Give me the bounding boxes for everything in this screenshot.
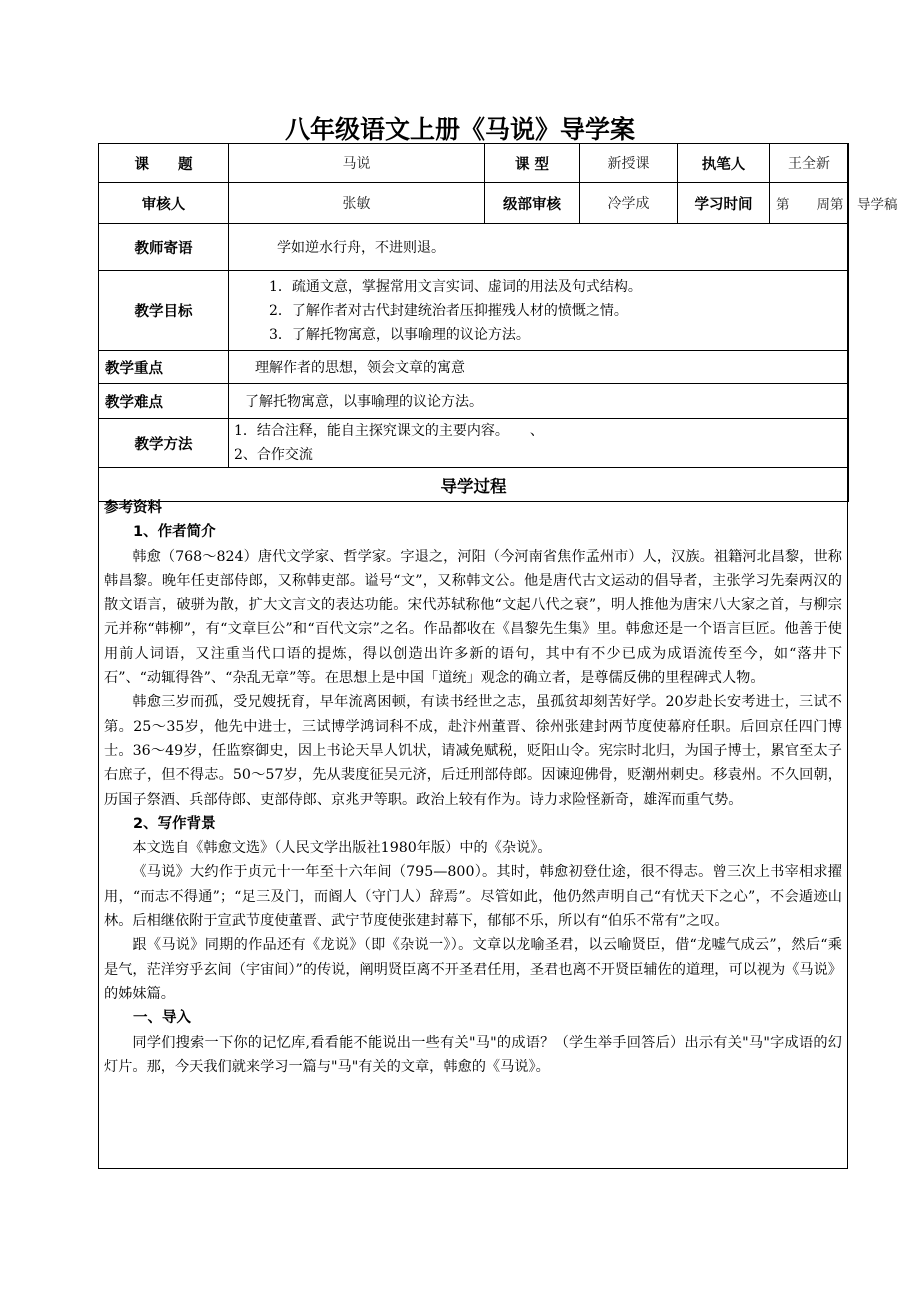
author-intro-paragraph: 韩愈三岁而孤，受兄嫂抚育，早年流离困顿，有读书经世之志，虽孤贫却刻苦好学。20岁赴长安考进士，三试不第。25～35岁，他先中进士，三试博学鸿词科不成，赴汴州董晋、徐州张建封两节度使幕府任职。后回京任四门博士。36～49岁，任监察御史，因上书论天旱人饥状，请减免赋税，贬阳山令。宪宗时北归，为国子博士，累官至太子右庶子，但不得志。50～57岁，先从裴度征吴元济，后迁刑部侍郎。因谏迎佛骨，贬潮州刺史。移袁州。不久回朝，历国子祭酒、兵部侍郎、吏部侍郎、京兆尹等职。政治上较有作为。诗力求险怪新奇，雄浑而重气势。 — [104, 694, 842, 808]
goals-label: 教学目标 — [99, 271, 229, 351]
method-item: 2、合作交流 — [234, 447, 313, 463]
page-title: 八年级语文上册《马说》导学案 — [284, 115, 635, 144]
motto-label: 教师寄语 — [99, 224, 229, 271]
difficulty-label: 教学难点 — [99, 384, 229, 419]
focus-value: 理解作者的思想，领会文章的寓意 — [229, 351, 849, 384]
background-paragraph: 本文选自《韩愈文选》（人民文学出版社1980年版）中的《杂说》。 — [132, 840, 552, 857]
difficulty-value: 了解托物寓意，以事喻理的议论方法。 — [229, 384, 849, 419]
goal-item: 1．疏通文意，掌握常用文言实词、虚词的用法及句式结构。 — [269, 278, 642, 295]
table-row — [99, 144, 849, 183]
reference-section — [104, 496, 842, 1079]
background-paragraph: 《马说》大约作于贞元十一年至十六年间（795—800）。其时，韩愈初登仕途，很不得志。曾三次上书宰相求擢用，“而志不得通”；“足三及门，而阍人（守门人）辞焉”。尽管如此，他仍然声明自己“有忧天下之心”，不会遁迹山林。后相继依附于宣武节度使董晋、武宁节度使张建封幕下，郁郁不乐，所以有“伯乐不常有”之叹。 — [104, 864, 842, 930]
dept-review-value: 冷学成 — [580, 183, 678, 224]
intro-heading: 一、导入 — [133, 1010, 191, 1027]
table-row — [99, 351, 849, 384]
type-label: 课 型 — [485, 144, 580, 183]
info-table — [98, 143, 898, 502]
methods-list — [229, 419, 849, 468]
goal-item: 2．了解作者对古代封建统治者压抑摧残人材的愤慨之情。 — [269, 302, 628, 319]
subject-label: 课 题 — [99, 144, 229, 183]
study-time-label: 学习时间 — [678, 183, 770, 224]
goals-list — [229, 271, 849, 351]
author-intro-heading: 1、作者简介 — [133, 524, 216, 541]
background-paragraph: 跟《马说》同期的作品还有《龙说》（即《杂说一》）。文章以龙喻圣君，以云喻贤臣，借“龙嘘气成云”，然后“乘是气，茫洋穷乎玄间（宇宙间）”的传说，阐明贤臣离不开圣君任用，圣君也离不开贤臣辅佐的道理，可以视为《马说》的姊妹篇。 — [104, 937, 842, 1002]
author-label: 执笔人 — [678, 144, 770, 183]
type-value: 新授课 — [580, 144, 678, 183]
table-row — [99, 271, 849, 351]
reference-heading: 参考资料 — [104, 500, 162, 516]
table-row — [99, 419, 849, 468]
table-row — [99, 384, 849, 419]
table-row — [99, 183, 849, 224]
process-heading: 导学过程 — [99, 468, 849, 502]
author-intro-paragraph: 韩愈（768～824）唐代文学家、哲学家。字退之，河阳（今河南省焦作孟州市）人，汉族。祖籍河北昌黎，世称韩昌黎。晚年任吏部侍郎，又称韩吏部。谥号“文”，又称韩文公。他是唐代古文运动的倡导者，主张学习先秦两汉的散文语言，破骈为散，扩大文言文的表达功能。宋代苏轼称他“文起八代之衰”，明人推他为唐宋八大家之首，与柳宗元并称“韩柳”，有“文章巨公”和“百代文宗”之名。作品都收在《昌黎先生集》里。韩愈还是一个语言巨匠。他善于使用前人词语，又注重当代口语的提炼，得以创造出许多新的语句，其中有不少已成为成语流传至今，如“落井下石”、“动辄得咎”、“杂乱无章”等。在思想上是中国「道统」观念的确立者，是尊儒反佛的里程碑式人物。 — [104, 548, 842, 687]
author-value: 王全新 — [770, 144, 849, 183]
motto-value: 学如逆水行舟，不进则退。 — [229, 224, 849, 271]
method-label: 教学方法 — [99, 419, 229, 468]
background-heading: 2、写作背景 — [133, 815, 216, 832]
goal-item: 3．了解托物寓意，以事喻理的议论方法。 — [269, 326, 530, 343]
intro-paragraph: 同学们搜索一下你的记忆库,看看能不能说出一些有关"马"的成语？（学生举手回答后）出示有关"马"字成语的幻灯片。那，今天我们就来学习一篇与"马"有关的文章，韩愈的《马说》。 — [104, 1034, 842, 1075]
reviewer-label: 审核人 — [99, 183, 229, 224]
table-row — [99, 224, 849, 271]
method-item: 1．结合注释，能自主探究课文的主要内容。 、 — [234, 423, 544, 439]
dept-review-label: 级部审核 — [485, 183, 580, 224]
focus-label: 教学重点 — [99, 351, 229, 384]
reviewer-value: 张敏 — [229, 183, 485, 224]
study-time-value: 第 周第 导学稿 — [770, 183, 849, 224]
subject-value: 马说 — [229, 144, 485, 183]
